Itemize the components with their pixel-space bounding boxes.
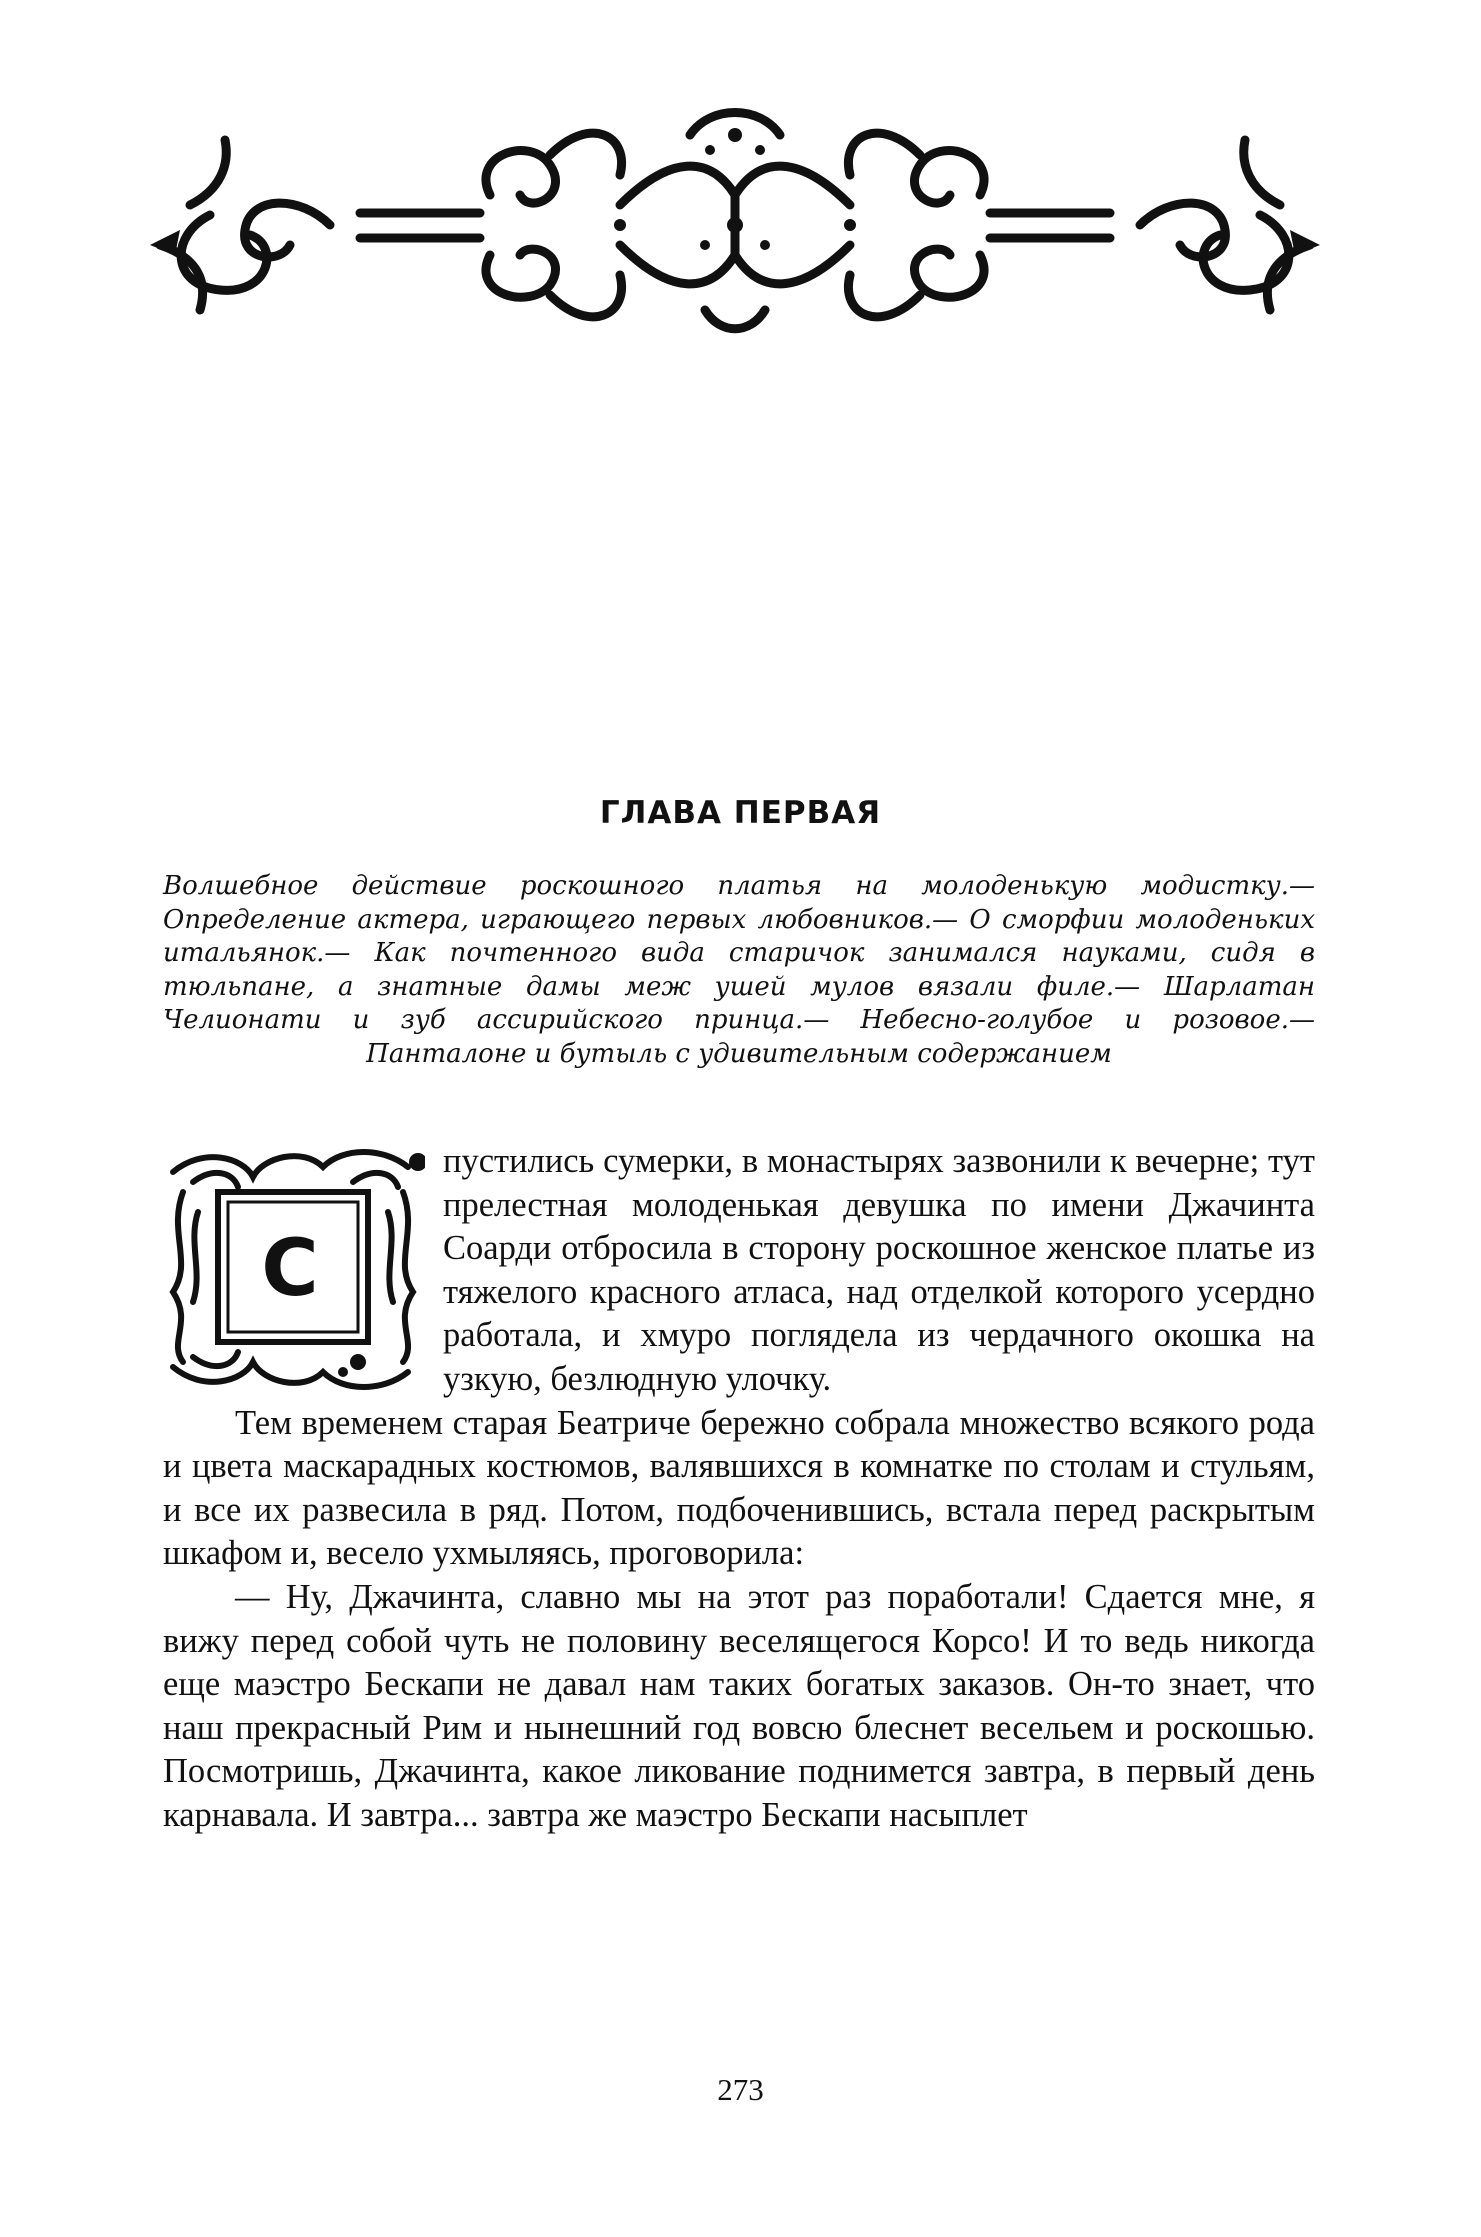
baroque-ornament-icon [150,95,1320,340]
headpiece-ornament [150,95,1320,340]
dropcap [163,1142,425,1397]
chapter-text [163,1140,1315,1838]
chapter-summary: Волшебное действие роскошного платья на молоденькую модистку.— Определение актера, играющего первых любовников.— О сморфии молоденьких итальянок.— Как почтенного вида старичок занимался науками, сидя в тюльпане, а знатные дамы меж ушей мулов вязали филе.— Шарлатан Челионати и зуб ассирийского принца.— Небесно-голубое и розовое.— Панталоне и бутыль с удивительным содержанием [163,871,1315,1069]
paragraph-3: — Ну, Джачинта, славно мы на этот раз поработали! Сдается мне, я вижу перед собой чуть не половину веселящегося Корсо! И то ведь никогда еще маэстро Бескапи не давал нам таких богатых заказов. Он-то знает, что наш прекрасный Рим и нынешний год вовсю блеснет весельем и роскошью. Посмотришь, Джачинта, какое ликование поднимется завтра, в первый день карнавала. И завтра... завтра же маэстро Бескапи насыплет [163,1577,1315,1834]
paragraph-1: пустились сумерки, в монастырях зазвонили к вечерне; тут прелестная молоденькая девушка по имени Джачинта Соарди отбросила в сторону роскошное женское платье из тяжелого красного атласа, над отделкой которого усердно работала, и хмуро поглядела из чердачного окошка на узкую, безлюдную улочку. [443,1142,1315,1398]
dropcap-letter: С [261,1224,319,1314]
paragraph-2: Тем временем старая Беатриче бережно собрала множество всякого рода и цвета маскарадных костюмов, валявшихся в комнатке по столам и стульям, и все их развесила в ряд. Потом, подбоченившись, встала перед раскрытым шкафом и, весело ухмыляясь, проговорила: [163,1403,1315,1573]
page-number: 273 [717,2072,764,2107]
chapter-title: ГЛАВА ПЕРВАЯ [599,795,882,831]
